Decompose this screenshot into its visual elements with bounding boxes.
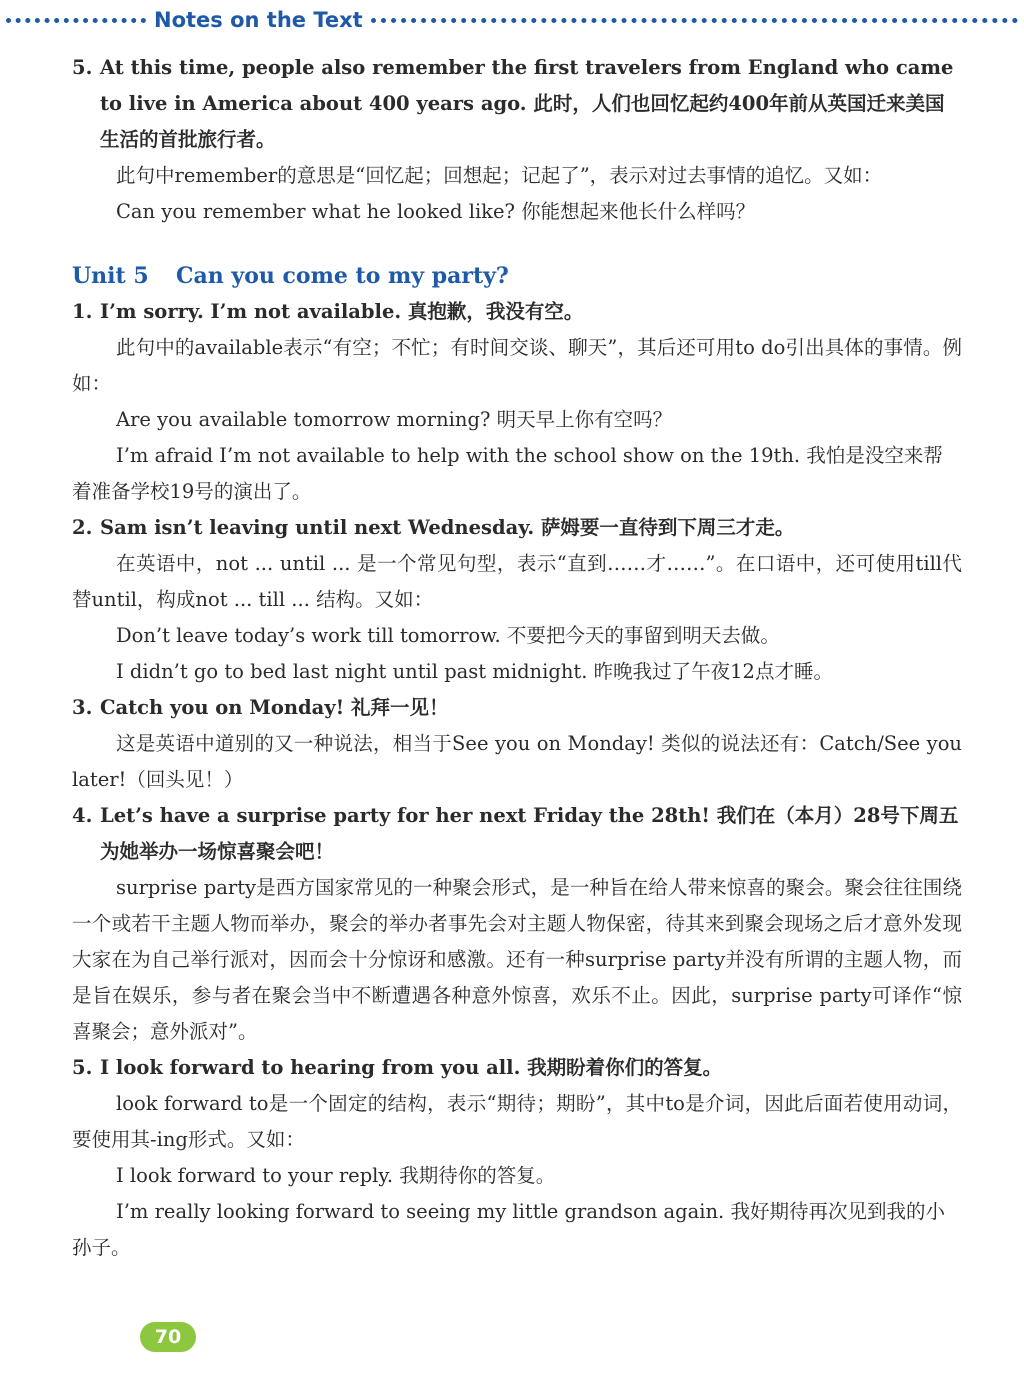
page-number-badge: 70 (140, 1322, 196, 1352)
unit-title: Can you come to my party? (176, 263, 509, 289)
note-question-text: I’m sorry. I’m not available. 真抱歉，我没有空。 (100, 300, 584, 323)
note-question (72, 294, 962, 330)
note-example: I look forward to your reply. 我期待你的答复。 (116, 1164, 556, 1187)
note-question (72, 510, 962, 546)
note-question-text: Sam isn’t leaving until next Wednesday. 萨姆要一直待到下周三才走。 (100, 516, 795, 539)
note-example: Are you available tomorrow morning? 明天早上你有空吗？ (116, 408, 673, 431)
note-5 (72, 1050, 962, 1266)
note-paragraph: 这是英语中道别的又一种说法，相当于See you on Monday! 类似的说法还有：Catch/See you later!（回头见！） (72, 732, 962, 791)
note-number: 4. (72, 804, 93, 827)
note-example: Don’t leave today’s work till tomorrow. 不要把今天的事留到明天去做。 (116, 624, 780, 647)
note-4 (72, 798, 962, 1050)
note-example: I’m afraid I’m not available to help with the school show on the 19th. 我怕是没空来帮着准备学校19号的演出了。 (72, 444, 943, 503)
note-question-text: Let’s have a surprise party for her next Friday the 28th! 我们在（本月）28号下周五为她举办一场惊喜聚会吧！ (100, 804, 959, 863)
note-question (72, 1050, 962, 1086)
note-question-text: I look forward to hearing from you all. 我期盼着你们的答复。 (100, 1056, 723, 1079)
dotted-rule-left (6, 18, 146, 23)
note-paragraph: 在英语中，not ... until ... 是一个常见句型，表示“直到……才……”。在口语中，还可使用till代替until，构成not ... till ... 结构。又如： (72, 552, 962, 611)
note-2 (72, 510, 962, 690)
note-3 (72, 690, 962, 798)
note-example: Can you remember what he looked like? 你能想起来他长什么样吗？ (116, 200, 756, 223)
unit-number: Unit 5 (72, 263, 149, 289)
note-number: 5. (72, 1056, 93, 1079)
running-header (0, 6, 1024, 34)
header-title: Notes on the Text (154, 8, 363, 32)
note-question (72, 798, 962, 870)
note-paragraph: look forward to是一个固定的结构，表示“期待；期盼”，其中to是介词，因此后面若使用动词，要使用其-ing形式。又如： (72, 1092, 962, 1151)
note-question (72, 50, 962, 158)
note-number: 5. (72, 56, 93, 79)
note-unit4-5 (72, 50, 962, 230)
note-example: I’m really looking forward to seeing my little grandson again. 我好期待再次见到我的小孙子。 (72, 1200, 945, 1259)
note-1 (72, 294, 962, 510)
note-question-text: At this time, people also remember the first travelers from England who came to live in America about 400 years ago. 此时，人们也回忆起约400年前从英国迁来美国生活的首批旅行者。 (100, 56, 954, 151)
note-number: 3. (72, 696, 93, 719)
page-body (72, 50, 962, 1266)
note-number: 1. (72, 300, 93, 323)
note-example: I didn’t go to bed last night until past midnight. 昨晚我过了午夜12点才睡。 (116, 660, 833, 683)
note-paragraph: surprise party是西方国家常见的一种聚会形式，是一种旨在给人带来惊喜的聚会。聚会往往围绕一个或若干主题人物而举办，聚会的举办者事先会对主题人物保密，待其来到聚会现场之后才意外发现大家在为自己举行派对，因而会十分惊讶和感激。还有一种surprise party并没有所谓的主题人物，而是旨在娱乐，参与者在聚会当中不断遭遇各种意外惊喜，欢乐不止。因此，surprise party可译作“惊喜聚会；意外派对”。 (72, 876, 962, 1043)
unit-heading (72, 258, 962, 294)
note-paragraph: 此句中remember的意思是“回忆起；回想起；记起了”，表示对过去事情的追忆。又如： (116, 164, 883, 187)
dotted-rule-right (371, 18, 1018, 23)
note-paragraph: 此句中的available表示“有空；不忙；有时间交谈、聊天”，其后还可用to do引出具体的事情。例如： (72, 336, 962, 395)
note-question-text: Catch you on Monday! 礼拜一见！ (100, 696, 449, 719)
note-question (72, 690, 962, 726)
note-number: 2. (72, 516, 93, 539)
